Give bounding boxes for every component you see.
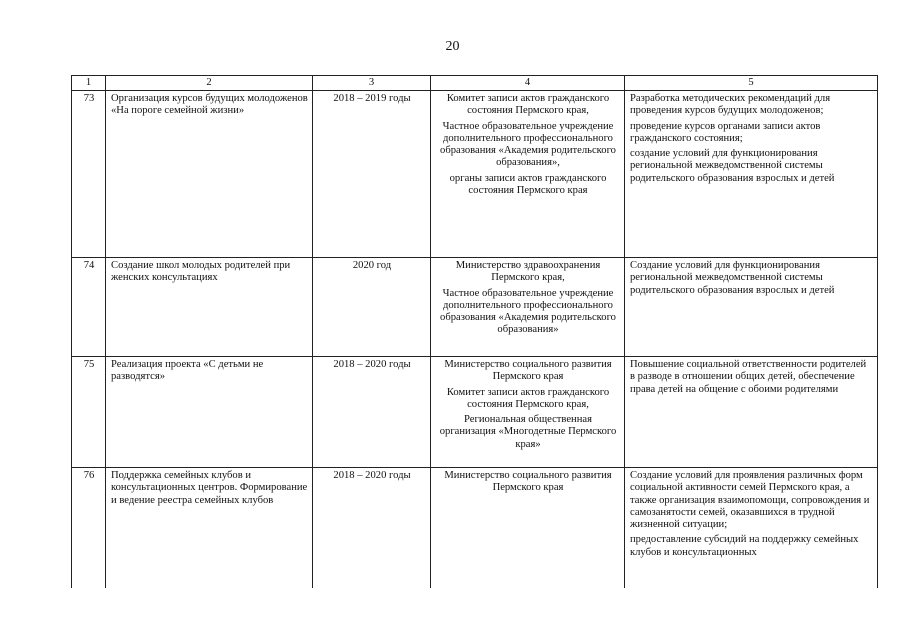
result: создание условий для функционирования региональной межведомственной системы родительского образования взрослых и детей [630, 148, 835, 184]
table-row [72, 357, 878, 468]
executor: Министерство социального развития Пермского края [444, 470, 612, 494]
result: Создание условий для проявления различных форм социальной активности семей Пермского края, а также организация взаимопомощи, сопровождения и самозанятости семей, оказавшихся в трудной жизненной ситуации; [630, 470, 870, 531]
column-header: 5 [625, 76, 878, 91]
executor: Региональная общественная организация «Многодетные Пермского края» [439, 414, 617, 450]
executor: Комитет записи актов гражданского состояния Пермского края, [446, 386, 610, 410]
expected-results [625, 357, 878, 468]
header-row [72, 76, 878, 91]
executors [431, 258, 625, 357]
activity-name: Поддержка семейных клубов и консультационных центров. Формирование и ведение реестра семейных клубов [106, 468, 313, 589]
executor: Министерство социального развития Пермского края [444, 359, 612, 383]
table-row [72, 258, 878, 357]
expected-results [625, 91, 878, 258]
executor: Частное образовательное учреждение дополнительного профессионального образования «Академия родительского образования» [440, 287, 616, 336]
period: 2018 – 2020 годы [313, 468, 431, 589]
period: 2018 – 2020 годы [313, 357, 431, 468]
executors [431, 357, 625, 468]
result: предоставление субсидий на поддержку семейных клубов и консультационных [630, 534, 859, 558]
result: проведение курсов органами записи актов гражданского состояния; [630, 120, 821, 144]
column-header: 4 [431, 76, 625, 91]
period: 2018 – 2019 годы [313, 91, 431, 258]
period: 2020 год [313, 258, 431, 357]
column-header: 1 [72, 76, 106, 91]
activities-table [71, 75, 878, 588]
row-number: 74 [72, 258, 106, 357]
table-row [72, 468, 878, 589]
expected-results [625, 468, 878, 589]
result: Создание условий для функционирования региональной межведомственной системы родительского образования взрослых и детей [630, 260, 835, 296]
result: Разработка методических рекомендаций для проведения курсов будущих молодоженов; [630, 93, 831, 117]
executor: Частное образовательное учреждение дополнительного профессионального образования «Академия родительского образования», [440, 120, 616, 169]
executor: органы записи актов гражданского состояния Пермского края [449, 172, 607, 197]
executor: Министерство здравоохранения Пермского края, [455, 260, 601, 284]
row-number: 76 [72, 468, 106, 589]
executor: Комитет записи актов гражданского состояния Пермского края, [446, 93, 610, 117]
page-number: 20 [445, 39, 460, 54]
executors [431, 468, 625, 589]
row-number: 73 [72, 91, 106, 258]
result: Повышение социальной ответственности родителей в разводе в отношении общих детей, обеспечение права детей на общение с обоими родителями [630, 359, 867, 395]
activity-name: Реализация проекта «С детьми не разводятся» [106, 357, 313, 468]
executors [431, 91, 625, 258]
column-header: 2 [106, 76, 313, 91]
column-header: 3 [313, 76, 431, 91]
row-number: 75 [72, 357, 106, 468]
activity-name: Организация курсов будущих молодоженов «На пороге семейной жизни» [106, 91, 313, 258]
activity-name: Создание школ молодых родителей при женских консультациях [106, 258, 313, 357]
expected-results [625, 258, 878, 357]
table-row [72, 91, 878, 258]
